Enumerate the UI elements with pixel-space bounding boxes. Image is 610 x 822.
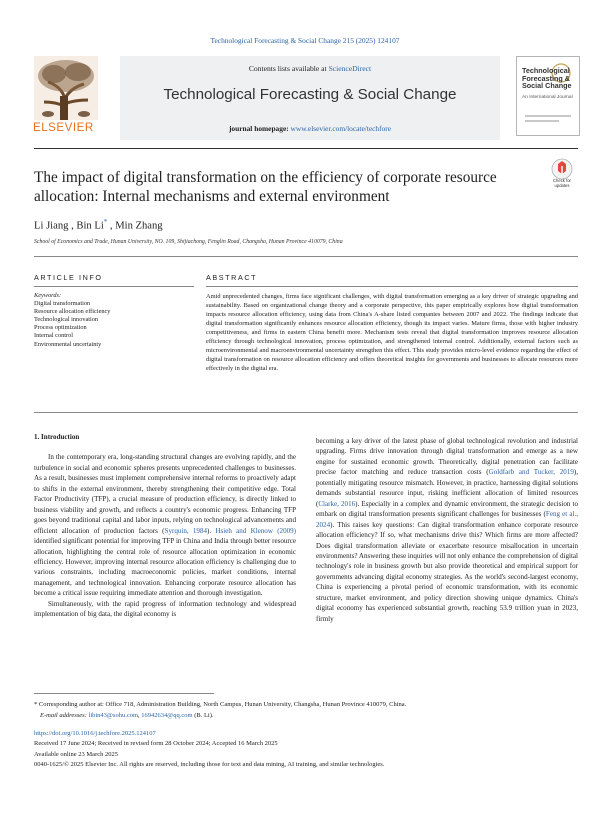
- keyword: Digital transformation: [34, 300, 91, 308]
- header-rule: [34, 148, 578, 149]
- cover-subtitle: An International Journal: [522, 95, 573, 100]
- keyword: Environmental uncertainty: [34, 340, 102, 348]
- corresponding-author-mark[interactable]: *: [103, 218, 108, 226]
- citation-link[interactable]: Goldfarb and Tucker, 2019: [488, 468, 574, 477]
- keyword: Technological innovation: [34, 316, 99, 324]
- citation-link[interactable]: Syrquin, 1984: [164, 526, 207, 535]
- paragraph: [316, 436, 578, 624]
- divider: [34, 286, 194, 287]
- text-run: ).: [207, 526, 216, 535]
- paragraph: Simultaneously, with the rapid progress of information technology and widespread implementation of big data, the digital economy is: [34, 599, 296, 619]
- history-dates: Received 17 June 2024; Received in revised form 28 October 2024; Accepted 16 March 2025: [34, 740, 278, 748]
- body-column-left: [34, 432, 296, 620]
- body-column-right: [316, 436, 578, 624]
- article-title: The impact of digital transformation on the efficiency of corporate resource allocation: Internal mechanisms and external environment: [34, 169, 497, 205]
- abstract-heading: ABSTRACT: [206, 273, 258, 282]
- journal-banner: [120, 56, 500, 140]
- email-link[interactable]: libin43@sohu.com: [88, 711, 139, 719]
- keywords-block: [34, 292, 194, 349]
- running-head: Technological Forecasting & Social Change 215 (2025) 124107: [210, 36, 400, 45]
- section-heading: 1. Introduction: [34, 433, 80, 441]
- citation-link[interactable]: Hsieh and Klenow (2009): [215, 526, 296, 535]
- article-metadata: [34, 729, 578, 771]
- homepage-line: [120, 124, 500, 133]
- article-info-heading: ARTICLE INFO: [34, 273, 103, 282]
- corresponding-note: [34, 700, 578, 711]
- citation-link[interactable]: Clarke, 2016: [318, 499, 356, 508]
- journal-cover-thumbnail[interactable]: [516, 56, 580, 136]
- keyword: Internal control: [34, 332, 73, 340]
- paragraph: [34, 452, 296, 598]
- author-name[interactable]: Min Zhang: [115, 220, 163, 232]
- email-separator: ,: [138, 711, 142, 719]
- check-for-updates-label: Check for updates: [553, 178, 571, 188]
- author-separator: ,: [68, 220, 77, 232]
- email-label: E-mail addresses:: [40, 711, 89, 719]
- divider: [34, 256, 578, 257]
- divider: [34, 412, 578, 413]
- text-run: ), potentially mitigating resource mismatch. However, in practice, harnessing digital solutions demands substantial resource input, risking inefficient allocation of limited resources (: [316, 468, 578, 508]
- contents-prefix: Contents lists available at: [248, 64, 329, 73]
- footnote-text: Corresponding author at: Office 718, Administration Building, North Campus, Hunan University, Changsha, Hunan Province 410079, China.: [37, 701, 407, 708]
- text-run: identified significant potential for improving TFP in China and India through better resource allocation, highlighting the central role of resource allocation optimization in economic efficiency. However, improving internal resource allocation efficiency is challenging due to various constraints, including macroeconomic policies, market conditions, internal management, and technological innovation. Enhancing corporate resource allocation has become a critical issue requiring immediate attention and thorough investigation.: [34, 537, 296, 598]
- journal-title: Technological Forecasting & Social Change: [163, 86, 457, 103]
- keyword: Process optimization: [34, 324, 87, 332]
- homepage-link[interactable]: www.elsevier.com/locate/techfore: [290, 124, 392, 133]
- publisher-wordmark: ELSEVIER: [33, 121, 94, 134]
- abstract-text: Amid unprecedented changes, firms face significant challenges, with digital transformation emerging as a key driver of strategic upgrading and sustainability. Based on organizational change theory and a corporate perspective, this paper empirically explores how digital transformation impacts resource allocation efficiency, using data from China's A-share listed companies between 2007 and 2022. The findings indicate that digital transformation significantly enhances resource allocation efficiency, though its impact varies. Mature firms, those with higher industry competitiveness, and firms in eastern China benefit more. Mechanism tests reveal that digital transformation improves resource allocation efficiency through technological innovation, process optimization, and strengthened internal control. Additionally, external factors such as microenvironmental and macroenvironmental uncertainty strengthen this effect. This study provides micro-level evidence regarding the effect of digital transformation on resource allocation efficiency and offers theoretical insights for governments and businesses to allocate resources more effectively in the digital era.: [206, 293, 578, 373]
- email-link[interactable]: 16942634@qq.com: [141, 711, 193, 719]
- keywords-label: Keywords:: [34, 292, 62, 299]
- text-run: In the contemporary era, long-standing structural changes are evolving rapidly, and the turbulence in social and economic spheres presents unprecedented challenges to businesses. As a result, businesses must implement comprehensive internal reforms to proactively adapt to shifts in the external environment, thereby strengthening their competitive edge. Total Factor Productivity (TFP), a crucial measure of production efficiency, is directly linked to business viability and growth, and reflects a country's economic progress. Enhancing TFP goes beyond traditional capital and labor inputs, relying on technological advancements and efficient allocation of production factors (: [34, 453, 296, 535]
- citation-link[interactable]: Feng et al., 2024: [316, 510, 579, 529]
- author-name[interactable]: Li Jiang: [34, 220, 69, 232]
- author-list: [34, 218, 163, 232]
- footnote: [34, 700, 578, 721]
- text-run: ). Especially in a complex and dynamic environment, the strategic decision to embark on digital transformation presents significant challenges for businesses (: [316, 499, 578, 519]
- text-run: becoming a key driver of the latest phase of global technological revolution and industrial upgrading. Firms drive innovation through digital transformation and emerge as a new engine for sustained economic growth. Theoretically, digital penetration can facilitate precise factor matching and reduce transaction costs (: [316, 437, 578, 477]
- doi-link[interactable]: https://doi.org/10.1016/j.techfore.2025.124107: [34, 730, 156, 737]
- author-name[interactable]: Bin Li: [76, 220, 104, 232]
- footnote-mark: *: [34, 701, 38, 708]
- affiliation: School of Economics and Trade, Hunan University, NO. 109, Shijiachong, Fenglin Road, Changsha, Hunan Province 410079, China: [34, 239, 343, 245]
- homepage-prefix: journal homepage:: [228, 124, 291, 133]
- available-online: Available online 23 March 2025: [34, 750, 118, 758]
- cover-title: Technological Forecasting & Social Change: [522, 66, 572, 91]
- sciencedirect-link[interactable]: ScienceDirect: [328, 64, 372, 73]
- contents-line: [120, 64, 500, 73]
- text-run: ). This raises key questions: Can digital transformation enhance corporate resource allocation efficiency? If so, what mechanisms drive this? Which firms are more affected? Does digital transformation alleviate or exacerbate resource misallocation in uncertain environments? Answering these inquiries will not only enhance the comprehension of digital technology's role in business growth but also provide theoretical and empirical support for governments advancing digital economy strategies. As the world's second-largest economy, China is experiencing a pivotal period of economic transformation, with its economic structure, market environment, and policy direction showing unique dynamics. China's digital economy has experienced substantial growth, reaching 53.9 trillion yuan in 2023, firmly: [316, 520, 578, 623]
- author-separator: ,: [107, 220, 116, 232]
- email-line: [34, 711, 578, 722]
- email-suffix: (B. Li).: [192, 711, 214, 719]
- copyright: 0040-1625/© 2025 Elsevier Inc. All rights are reserved, including those for text and data mining, AI training, and similar technologies.: [34, 761, 385, 769]
- divider: [206, 286, 578, 287]
- footnote-rule: [34, 693, 214, 694]
- keyword: Resource allocation efficiency: [34, 308, 111, 316]
